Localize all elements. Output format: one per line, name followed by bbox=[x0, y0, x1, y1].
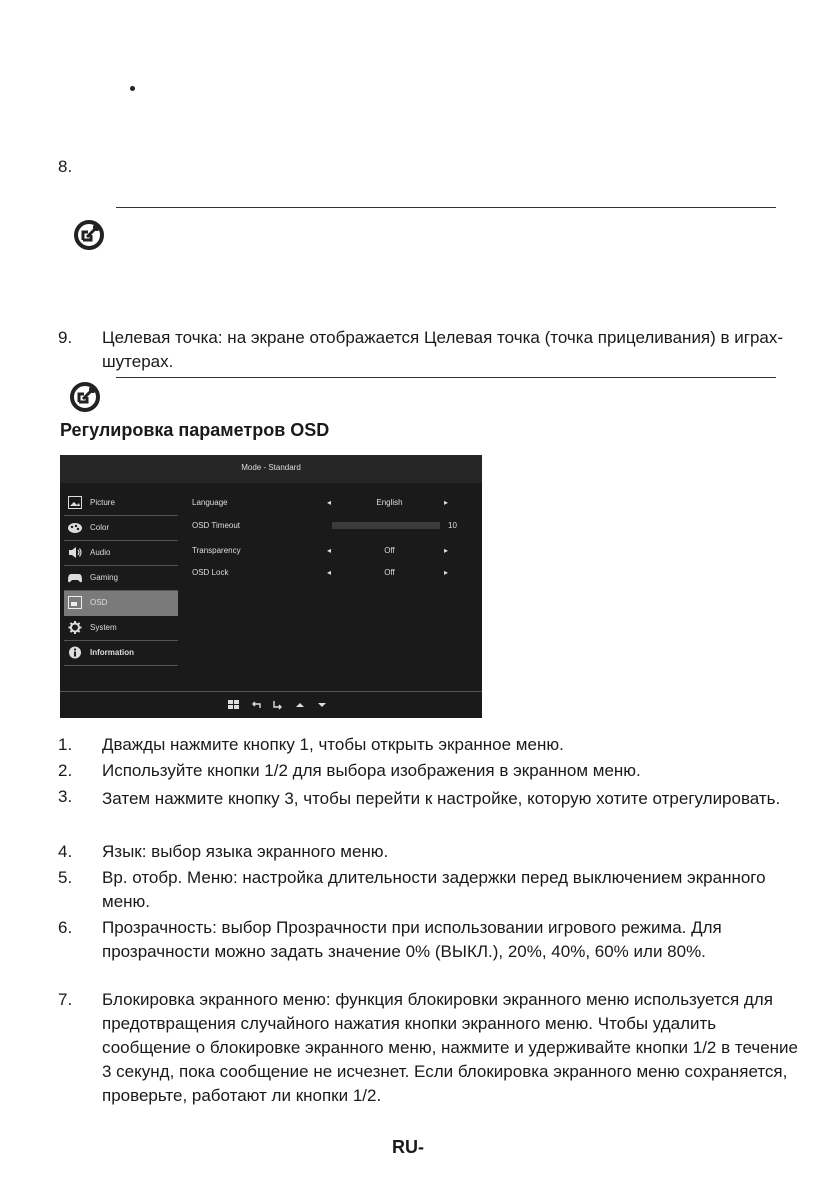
osd-bottom-divider bbox=[60, 691, 482, 692]
note-divider bbox=[116, 207, 776, 208]
step-1 bbox=[58, 733, 798, 757]
picture-icon bbox=[68, 496, 82, 509]
setting-value: English bbox=[376, 498, 403, 507]
osd-menu-label: System bbox=[90, 623, 117, 632]
osd-menu-gaming[interactable] bbox=[64, 566, 178, 591]
step-number: 5. bbox=[58, 868, 73, 887]
osd-setting-timeout[interactable] bbox=[192, 521, 472, 535]
setting-value: Off bbox=[384, 546, 395, 555]
step-7 bbox=[58, 988, 798, 1108]
step-text: Вр. отобр. Меню: настройка длительности задержки перед выключением экранного меню. bbox=[102, 868, 766, 911]
osd-icon bbox=[68, 596, 82, 609]
step-number: 4. bbox=[58, 842, 73, 861]
step-text: Затем нажмите кнопку 3, чтобы перейти к настройке, которую хотите отрегулировать. bbox=[102, 789, 781, 808]
up-icon[interactable] bbox=[294, 699, 306, 711]
step-number: 6. bbox=[58, 918, 73, 937]
note-icon bbox=[68, 380, 102, 414]
step-number: 2. bbox=[58, 761, 73, 780]
setting-label: OSD Lock bbox=[192, 568, 229, 577]
osd-menu-system[interactable] bbox=[64, 616, 178, 641]
return-icon[interactable] bbox=[250, 699, 262, 711]
item-9-text: Целевая точка: на экране отображается Целевая точка (точка прицеливания) в играх-шутерах. bbox=[102, 328, 784, 371]
arrow-left-icon[interactable]: ◂ bbox=[327, 498, 332, 507]
timeout-slider[interactable] bbox=[332, 522, 440, 529]
step-4 bbox=[58, 840, 798, 864]
step-text: Прозрачность: выбор Прозрачности при использовании игрового режима. Для прозрачности можно задать значение 0% (ВЫКЛ.), 20%, 40%, 60% или 80%. bbox=[102, 918, 722, 961]
step-number: 3. bbox=[58, 787, 73, 806]
osd-setting-language[interactable] bbox=[192, 498, 472, 512]
osd-header bbox=[60, 455, 482, 483]
osd-screenshot bbox=[60, 455, 482, 718]
arrow-left-icon[interactable]: ◂ bbox=[327, 546, 332, 555]
osd-sidebar bbox=[64, 491, 178, 666]
list-bullet bbox=[130, 86, 135, 91]
osd-menu-label: OSD bbox=[90, 598, 108, 607]
osd-menu-label: Picture bbox=[90, 498, 115, 507]
arrow-left-icon[interactable]: ◂ bbox=[327, 568, 332, 577]
note-divider-2 bbox=[116, 377, 776, 378]
grid-icon[interactable] bbox=[228, 699, 240, 711]
step-5 bbox=[58, 866, 798, 914]
osd-menu-label: Gaming bbox=[90, 573, 119, 582]
step-text: Дважды нажмите кнопку 1, чтобы открыть экранное меню. bbox=[102, 735, 564, 754]
item-8-number: 8. bbox=[58, 157, 73, 176]
setting-value: Off bbox=[384, 568, 395, 577]
osd-menu-information[interactable] bbox=[64, 641, 178, 666]
step-6 bbox=[58, 916, 798, 964]
setting-label: OSD Timeout bbox=[192, 521, 241, 530]
section-heading: Регулировка параметров OSD bbox=[60, 420, 330, 440]
arrow-right-icon[interactable]: ▸ bbox=[444, 498, 449, 507]
note-icon bbox=[72, 218, 106, 252]
osd-menu-label: Information bbox=[90, 648, 134, 657]
item-9-number: 9. bbox=[58, 328, 73, 347]
gamepad-icon bbox=[68, 571, 82, 584]
down-icon[interactable] bbox=[316, 699, 328, 711]
step-3 bbox=[58, 785, 798, 813]
osd-menu-label: Color bbox=[90, 523, 110, 532]
enter-icon[interactable] bbox=[272, 699, 284, 711]
osd-menu-label: Audio bbox=[90, 548, 111, 557]
step-text: Используйте кнопки 1/2 для выбора изображения в экранном меню. bbox=[102, 761, 641, 780]
setting-value: 10 bbox=[448, 521, 457, 530]
speaker-icon bbox=[68, 546, 82, 559]
osd-mode-title: Mode - Standard bbox=[241, 463, 301, 472]
info-icon bbox=[68, 646, 82, 659]
page-label: RU- bbox=[392, 1137, 424, 1157]
step-text: Язык: выбор языка экранного меню. bbox=[102, 842, 389, 861]
palette-icon bbox=[68, 521, 82, 534]
osd-menu-picture[interactable] bbox=[64, 491, 178, 516]
item-9 bbox=[58, 326, 798, 374]
setting-label: Language bbox=[192, 498, 228, 507]
step-number: 7. bbox=[58, 990, 73, 1009]
step-number: 1. bbox=[58, 735, 73, 754]
arrow-right-icon[interactable]: ▸ bbox=[444, 546, 449, 555]
step-2 bbox=[58, 759, 798, 783]
osd-menu-osd[interactable] bbox=[64, 591, 178, 616]
arrow-right-icon[interactable]: ▸ bbox=[444, 568, 449, 577]
gear-icon bbox=[68, 621, 82, 634]
osd-setting-transparency[interactable] bbox=[192, 546, 472, 560]
setting-label: Transparency bbox=[192, 546, 241, 555]
osd-menu-audio[interactable] bbox=[64, 541, 178, 566]
osd-menu-color[interactable] bbox=[64, 516, 178, 541]
osd-setting-lock[interactable] bbox=[192, 568, 472, 582]
step-text: Блокировка экранного меню: функция блокировки экранного меню используется для предотвращения случайного нажатия кнопки экранного меню. Чтобы удалить сообщение о блокировке экранного меню, нажмите и удерживайте кнопки 1/2 в течение 3 секунд, пока сообщение не исчезнет. Если блокировка экранного меню сохраняется, проверьте, работают ли кнопки 1/2. bbox=[102, 990, 799, 1105]
